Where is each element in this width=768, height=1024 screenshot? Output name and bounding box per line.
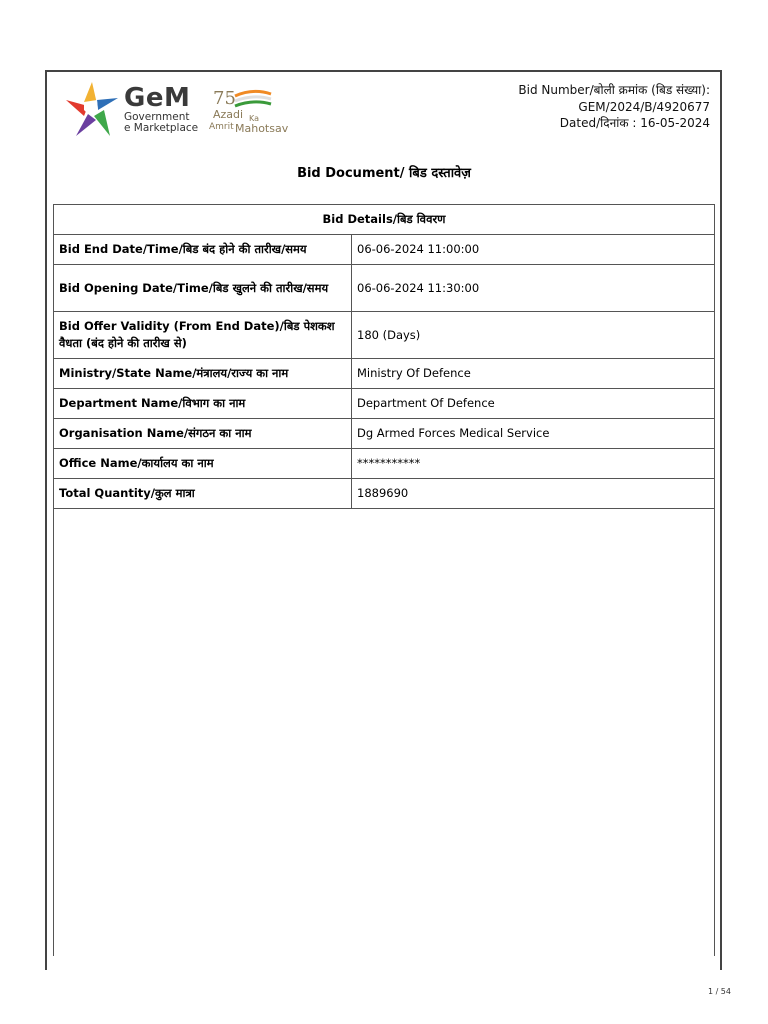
table-row [54, 235, 715, 265]
gem-title: GeM [124, 83, 191, 113]
row-value: 180 (Days) [352, 312, 715, 359]
row-label: Bid Opening Date/Time/बिड खुलने की तारीख/समय [54, 265, 352, 312]
row-value: Department Of Defence [352, 389, 715, 419]
azadi-number: 75 [213, 88, 236, 109]
table-row [54, 265, 715, 312]
row-value: 06-06-2024 11:00:00 [352, 235, 715, 265]
empty-content-area [53, 496, 715, 956]
gem-star-logo-icon [64, 80, 120, 140]
row-value: 1889690 [352, 479, 715, 509]
gem-wordmark [124, 84, 198, 134]
row-value: Ministry Of Defence [352, 359, 715, 389]
gem-subtitle-1: Government [124, 111, 190, 123]
azadi-ka: Ka [249, 114, 260, 123]
header-logos [64, 80, 324, 144]
table-row [54, 449, 715, 479]
azadi-ka-amrit-mahotsav-logo [209, 86, 299, 136]
row-label: Office Name/कार्यालय का नाम [54, 449, 352, 479]
row-value: *********** [352, 449, 715, 479]
bid-details-heading: Bid Details/बिड विवरण [54, 205, 715, 235]
amrit-word: Amrit [209, 122, 234, 132]
row-label: Organisation Name/संगठन का नाम [54, 419, 352, 449]
bid-number-label: Bid Number/बोली क्रमांक (बिड संख्या): [518, 83, 710, 97]
row-label: Ministry/State Name/मंत्रालय/राज्य का नाम [54, 359, 352, 389]
row-label: Bid Offer Validity (From End Date)/बिड पेशकश वैधता (बंद होने की तारीख से) [54, 312, 352, 359]
table-row [54, 389, 715, 419]
gem-subtitle-2: e Marketplace [124, 122, 199, 134]
table-row [54, 419, 715, 449]
table-row [54, 359, 715, 389]
row-value: Dg Armed Forces Medical Service [352, 419, 715, 449]
bid-details-table-wrap [53, 204, 715, 509]
bid-number: GEM/2024/B/4920677 [578, 99, 710, 114]
table-row [54, 312, 715, 359]
row-value: 06-06-2024 11:30:00 [352, 265, 715, 312]
document-title: Bid Document/ बिड दस्तावेज़ [297, 166, 471, 181]
bid-meta [518, 82, 710, 132]
mahotsav-word: Mahotsav [235, 122, 289, 135]
row-label: Total Quantity/कुल मात्रा [54, 479, 352, 509]
row-label: Bid End Date/Time/बिड बंद होने की तारीख/समय [54, 235, 352, 265]
row-label: Department Name/विभाग का नाम [54, 389, 352, 419]
bid-details-table [53, 204, 715, 509]
page-number: 1 / 54 [707, 987, 731, 996]
azadi-word: Azadi [213, 108, 244, 121]
dated: Dated/दिनांक : 16-05-2024 [559, 116, 710, 130]
